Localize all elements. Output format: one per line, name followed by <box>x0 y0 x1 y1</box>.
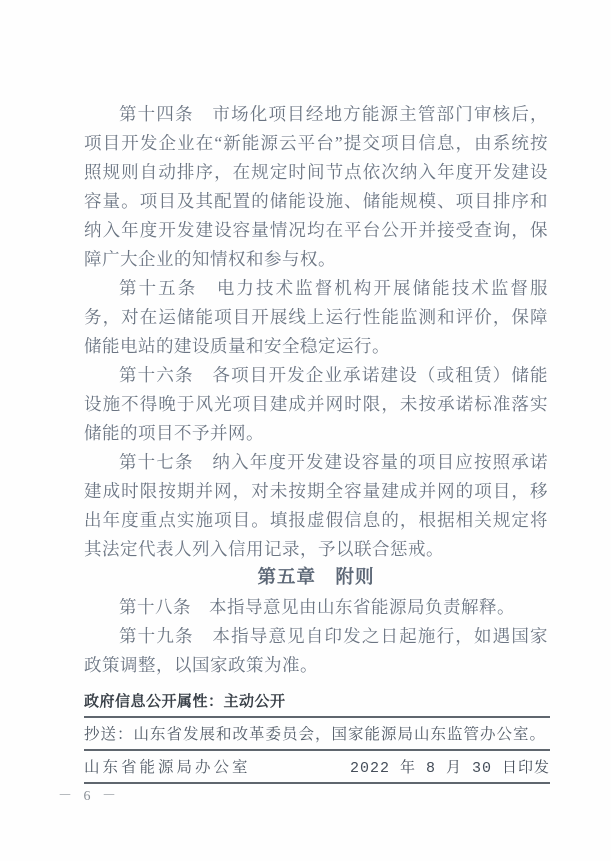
article-paragraph-15: 第十五条 电力技术监督机构开展储能技术监督服务，对在运储能项目开展线上运行性能监测和评价，保障储能电站的建设质量和安全稳定运行。 <box>84 278 548 356</box>
page-number: － 6 － <box>58 789 120 804</box>
cc-row: 抄送：山东省发展和改革委员会，国家能源局山东监管办公室。 <box>84 718 550 751</box>
document-footer <box>84 686 550 784</box>
print-date: 2022 年 8 月 30 日印发 <box>349 760 550 777</box>
disclosure-row: 政府信息公开属性：主动公开 <box>84 686 550 718</box>
article-paragraph-16: 第十六条 各项目开发企业承诺建设（或租赁）储能设施不得晚于风光项目建成并网时限，未按承诺标准落实储能的项目不予并网。 <box>84 365 548 443</box>
document-body <box>84 100 548 680</box>
chapter-heading: 第五章 附则 <box>257 568 375 588</box>
article-paragraph-14: 第十四条 市场化项目经地方能源主管部门审核后，项目开发企业在“新能源云平台”提交项目信息，由系统按照规则自动排序，在规定时间节点依次纳入年度开发建设容量。项目及其配置的储能设施、储能规模、项目排序和纳入年度开发建设容量情况均在平台公开并接受查询，保障广大企业的知情权和参与权。 <box>84 104 548 269</box>
article-paragraph-17: 第十七条 纳入年度开发建设容量的项目应按照承诺建成时限按期并网，对未按期全容量建成并网的项目，移出年度重点实施项目。填报虚假信息的，根据相关规定将其法定代表人列入信用记录，予以联合惩戒。 <box>84 452 548 559</box>
issuer-row <box>84 751 550 784</box>
article-paragraph-19: 第十九条 本指导意见自印发之日起施行，如遇国家政策调整，以国家政策为准。 <box>84 626 548 675</box>
article-paragraph-18: 第十八条 本指导意见由山东省能源局负责解释。 <box>119 597 515 617</box>
issuing-office: 山东省能源局办公室 <box>84 759 251 776</box>
